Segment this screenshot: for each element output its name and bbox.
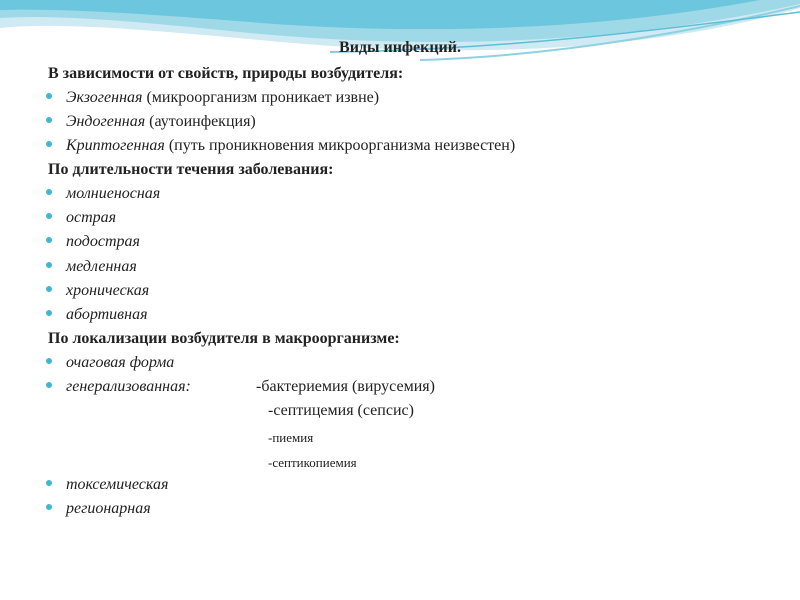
- item-term: медленная: [66, 258, 137, 275]
- list-item: [46, 184, 160, 204]
- item-term: Экзогенная: [66, 89, 143, 106]
- sub-item-septicopyemia: -септикопиемия: [268, 455, 357, 470]
- item-description: (микроорганизм проникает извне): [142, 89, 380, 106]
- list-item: [46, 305, 148, 325]
- section-heading-duration: По длительности течения заболевания:: [48, 161, 334, 178]
- item-term: Эндогенная: [66, 113, 146, 130]
- item-term: токсемическая: [66, 476, 169, 493]
- item-term: молниеносная: [66, 185, 161, 202]
- item-term: Криптогенная: [66, 137, 165, 154]
- bullet-dot-icon: [46, 504, 52, 510]
- bullet-dot-icon: [46, 93, 52, 99]
- item-term: острая: [66, 209, 117, 226]
- sub-item-septicemia: -септицемия (сепсис): [268, 402, 414, 419]
- item-term: очаговая форма: [66, 354, 175, 371]
- list-item: [46, 88, 379, 108]
- bullet-dot-icon: [46, 480, 52, 486]
- list-item: [46, 475, 168, 495]
- list-item: [46, 136, 515, 156]
- bullet-dot-icon: [46, 237, 52, 243]
- bullet-dot-icon: [46, 358, 52, 364]
- item-term: абортивная: [66, 306, 148, 323]
- list-item: [46, 232, 140, 252]
- sub-item-bacteremia: -бактериемия (вирусемия): [256, 378, 435, 395]
- bullet-dot-icon: [46, 382, 52, 388]
- list-item: [46, 353, 174, 373]
- list-item: [46, 377, 191, 397]
- sub-item-pyemia: -пиемия: [268, 430, 314, 445]
- section-heading-properties: В зависимости от свойств, природы возбудителя:: [48, 65, 404, 82]
- item-description: (путь проникновения микроорганизма неизвестен): [164, 137, 516, 154]
- bullet-dot-icon: [46, 262, 52, 268]
- list-item: [46, 257, 137, 277]
- bullet-dot-icon: [46, 189, 52, 195]
- list-item: [46, 112, 256, 132]
- item-term: регионарная: [66, 500, 151, 517]
- item-description: (аутоинфекция): [145, 113, 256, 130]
- bullet-dot-icon: [46, 310, 52, 316]
- list-item: [46, 281, 149, 301]
- list-item: [46, 208, 116, 228]
- bullet-dot-icon: [46, 213, 52, 219]
- section-heading-localization: По локализации возбудителя в макроорганизме:: [48, 330, 400, 347]
- bullet-dot-icon: [46, 286, 52, 292]
- item-term: генерализованная:: [66, 378, 191, 395]
- item-term: подострая: [66, 233, 140, 250]
- slide-title: Виды инфекций.: [339, 39, 461, 56]
- bullet-dot-icon: [46, 141, 52, 147]
- list-item: [46, 499, 151, 519]
- bullet-dot-icon: [46, 117, 52, 123]
- item-term: хроническая: [66, 282, 150, 299]
